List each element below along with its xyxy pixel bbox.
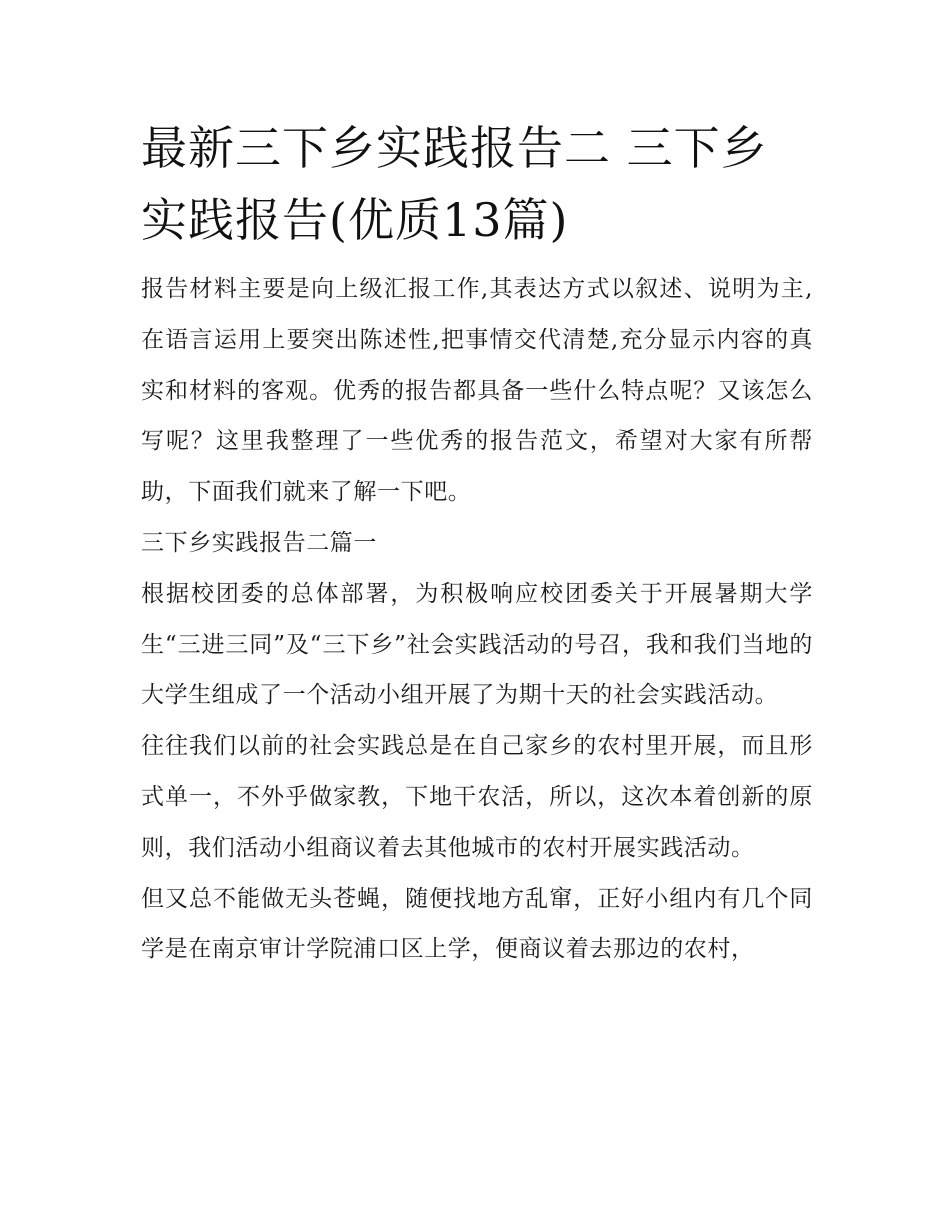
body-paragraph: 但又总不能做无头苍蝇，随便找地方乱窜，正好小组内有几个同学是在南京审计学院浦口区上学，便商议着去那边的农村， xyxy=(141,885,813,963)
document-content xyxy=(141,112,813,975)
section-heading: 三下乡实践报告二篇一 xyxy=(141,529,377,556)
intro-paragraph: 报告材料主要是向上级汇报工作,其表达方式以叙述、说明为主,在语言运用上要突出陈述性,把事情交代清楚,充分显示内容的真实和材料的客观。优秀的报告都具备一些什么特点呢？又该怎么写呢？这里我整理了一些优秀的报告范文，希望对大家有所帮助，下面我们就来了解一下吧。 xyxy=(141,276,813,506)
document-title: 最新三下乡实践报告二 三下乡实践报告(优质13篇) xyxy=(141,121,768,247)
body-paragraph: 根据校团委的总体部署，为积极响应校团委关于开展暑期大学生“三进三同”及“三下乡”社会实践活动的号召，我和我们当地的大学生组成了一个活动小组开展了为期十天的社会实践活动。 xyxy=(141,580,813,709)
document-body xyxy=(141,264,813,975)
body-paragraph: 往往我们以前的社会实践总是在自己家乡的农村里开展，而且形式单一，不外乎做家教，下地干农活，所以，这次本着创新的原则，我们活动小组商议着去其他城市的农村开展实践活动。 xyxy=(141,733,813,861)
